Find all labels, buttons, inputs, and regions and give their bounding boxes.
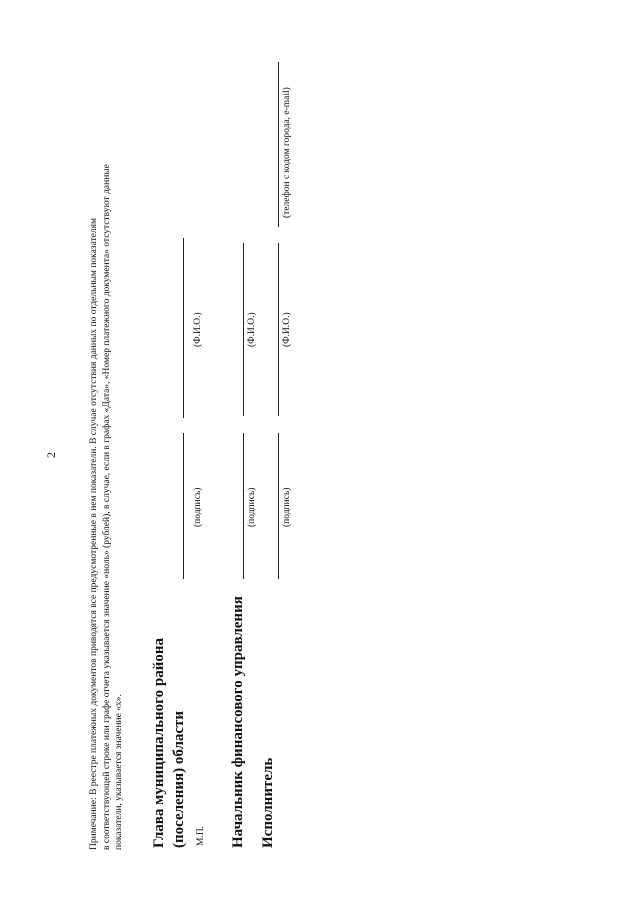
note-line-2: в соответствующей строке или графе отчета указывается значение «ноль» (рублей), в случае, если в графах «Дата», «Номер платежного документа» отсутствуют данные — [101, 164, 112, 850]
head-name-caption: (Ф.И.О.) — [193, 312, 203, 347]
finance-title: Начальник финансового управления — [230, 596, 246, 848]
executor-name-line — [278, 243, 279, 416]
executor-phone-caption: (телефон с кодом города, e-mail) — [282, 87, 292, 218]
finance-name-line — [243, 243, 244, 416]
head-signature-line — [183, 433, 184, 579]
note-line-3: показатели, указывается значение «х». — [114, 694, 124, 850]
executor-signature-line — [278, 433, 279, 579]
executor-signature-caption: (подпись) — [282, 487, 292, 527]
finance-signature-caption: (подпись) — [247, 487, 257, 527]
note-paragraph — [88, 60, 126, 850]
finance-name-caption: (Ф.И.О.) — [247, 312, 257, 347]
executor-name-caption: (Ф.И.О.) — [282, 312, 292, 347]
note-line-1: Примечание: В реестре платежных документов приводятся все предусмотренные в нем показатели. В случае отсутствия данных по отдельным показателям — [89, 217, 99, 850]
page-number: 2 — [44, 452, 58, 458]
finance-signature-line — [243, 433, 244, 579]
head-name-line — [183, 238, 184, 418]
executor-phone-line — [278, 62, 279, 227]
stamp-label: М.П. — [196, 825, 206, 846]
head-title-line-2: (поселения) области — [171, 710, 187, 848]
head-title-line-1: Глава муниципального района — [151, 638, 167, 848]
executor-title: Исполнитель — [260, 757, 276, 848]
head-signature-caption: (подпись) — [193, 487, 203, 527]
